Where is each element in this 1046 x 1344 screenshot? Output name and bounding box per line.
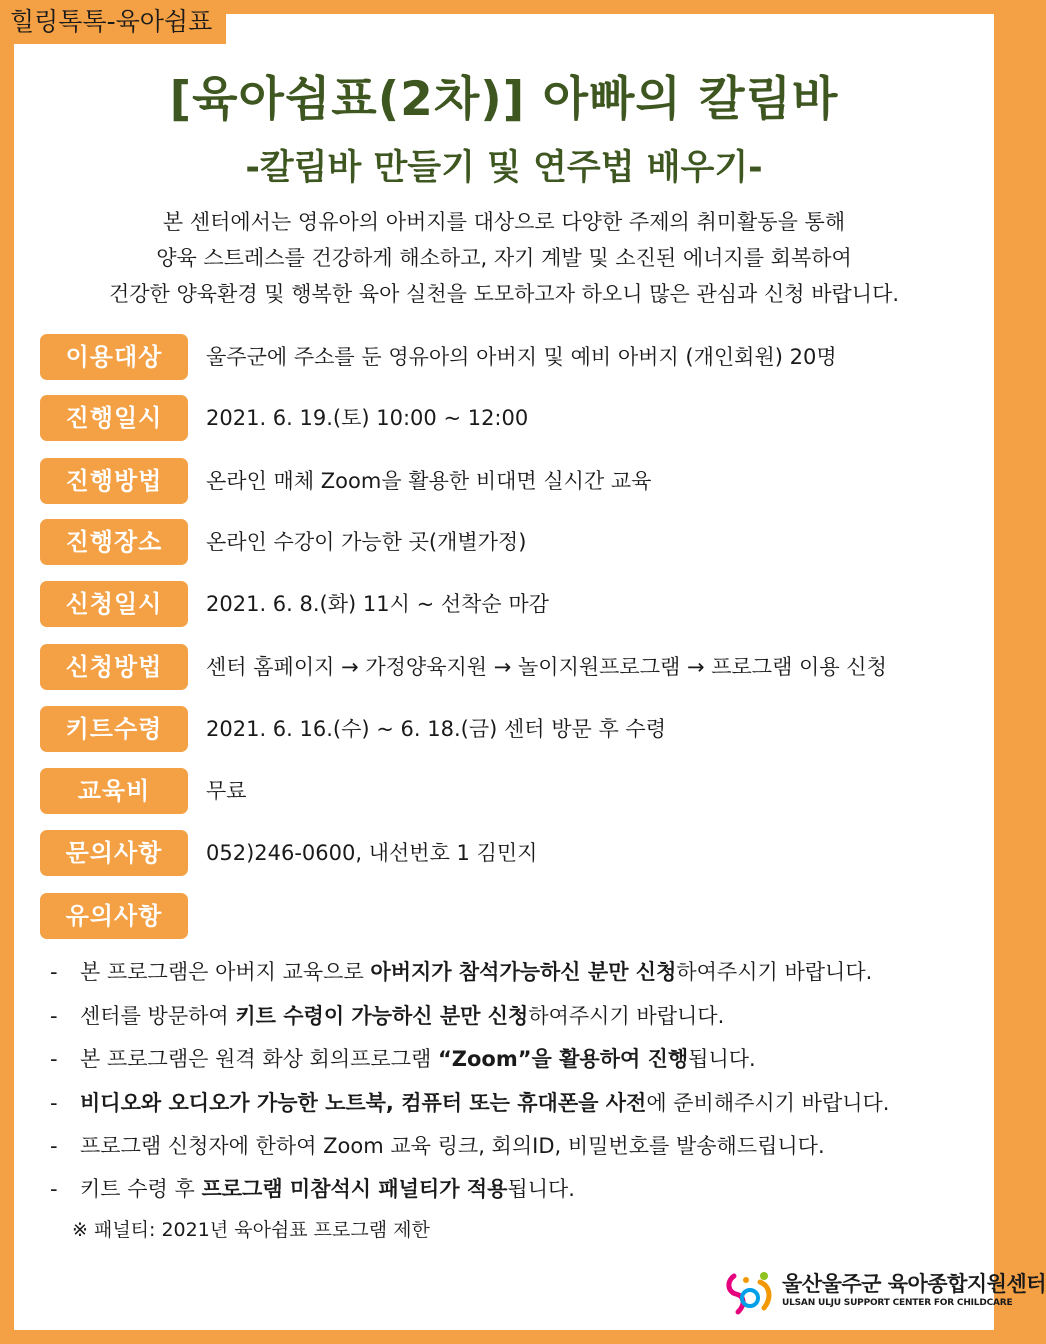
info-value: 2021. 6. 8.(화) 11시 ~ 선착순 마감 — [206, 592, 549, 616]
list-dash: - — [50, 960, 58, 984]
info-value: 052)246-0600, 내선번호 1 김민지 — [206, 841, 538, 865]
notice-item — [50, 1088, 980, 1118]
notice-text: 하여주시기 바랍니다. — [528, 1004, 725, 1028]
page-title: [육아쉼표(2차)] 아빠의 칼림바 — [169, 72, 839, 127]
notice-text: 본 프로그램은 아버지 교육으로 — [80, 960, 371, 984]
notice-emphasis: 비디오와 오디오가 가능한 노트북, 컴퓨터 또는 휴대폰을 사전 — [80, 1091, 647, 1115]
info-row-apply-date — [40, 581, 980, 629]
category-tag: 힐링톡톡-육아쉼표 — [0, 0, 226, 44]
center-logo-name: 울산울주군 육아종합지원센터 — [782, 1272, 1046, 1296]
notice-item — [50, 957, 980, 987]
list-dash: - — [50, 1047, 58, 1071]
info-label: 신청일시 — [40, 581, 188, 627]
notice-item — [50, 1174, 980, 1204]
info-label: 신청방법 — [40, 644, 188, 690]
list-dash: - — [50, 1004, 58, 1028]
info-label: 유의사항 — [40, 893, 188, 939]
list-dash: - — [50, 1134, 58, 1158]
notice-emphasis: 아버지가 참석가능하신 분만 신청 — [370, 960, 677, 984]
notice-text: 에 준비해주시기 바랍니다. — [646, 1091, 890, 1115]
info-row-notice — [40, 893, 980, 941]
notice-item — [50, 1044, 980, 1074]
info-value: 울주군에 주소를 둔 영유아의 아버지 및 예비 아버지 (개인회원) 20명 — [206, 345, 837, 369]
notice-text: 본 프로그램은 원격 화상 회의프로그램 — [80, 1047, 438, 1071]
info-row-contact — [40, 830, 980, 878]
info-row-place — [40, 519, 980, 567]
info-row-apply-method — [40, 644, 980, 692]
notice-text: 됩니다. — [507, 1177, 575, 1201]
notice-item — [50, 1001, 980, 1031]
notice-text: 하여주시기 바랍니다. — [676, 960, 873, 984]
info-row-method — [40, 458, 980, 506]
info-row-target — [40, 334, 980, 382]
notice-emphasis: 키트 수령이 가능하신 분만 신청 — [235, 1004, 529, 1028]
intro-line: 건강한 양육환경 및 행복한 육아 실천을 도모하고자 하오니 많은 관심과 신청 바랍니다. — [108, 282, 900, 306]
center-logo-subtitle: ULSAN ULJU SUPPORT CENTER FOR CHILDCARE — [782, 1298, 1013, 1308]
info-value: 센터 홈페이지 → 가정양육지원 → 놀이지원프로그램 → 프로그램 이용 신청 — [206, 655, 887, 679]
info-label: 이용대상 — [40, 334, 188, 380]
info-label: 진행일시 — [40, 395, 188, 441]
penalty-footnote: ※ 패널티: 2021년 육아쉼표 프로그램 제한 — [72, 1219, 430, 1241]
info-row-datetime — [40, 395, 980, 443]
info-label: 문의사항 — [40, 830, 188, 876]
notice-emphasis: “Zoom”을 활용하여 진행 — [437, 1047, 689, 1071]
notice-item — [50, 1131, 980, 1161]
info-value: 온라인 매체 Zoom을 활용한 비대면 실시간 교육 — [206, 469, 652, 493]
intro-paragraph — [0, 204, 1008, 312]
info-label: 키트수령 — [40, 706, 188, 752]
notice-text: 됩니다. — [688, 1047, 756, 1071]
intro-line: 본 센터에서는 영유아의 아버지를 대상으로 다양한 주제의 취미활동을 통해 — [162, 210, 846, 234]
info-value: 2021. 6. 19.(토) 10:00 ~ 12:00 — [206, 406, 529, 430]
list-dash: - — [50, 1091, 58, 1115]
notice-text: 키트 수령 후 — [80, 1177, 202, 1201]
info-value: 온라인 수강이 가능한 곳(개별가정) — [206, 530, 527, 554]
page-subtitle: -칼림바 만들기 및 연주법 배우기- — [245, 148, 763, 188]
info-row-kit — [40, 706, 980, 754]
notice-text: 센터를 방문하여 — [80, 1004, 236, 1028]
info-value: 무료 — [206, 779, 247, 803]
info-label: 진행방법 — [40, 458, 188, 504]
list-dash: - — [50, 1177, 58, 1201]
notice-emphasis: 프로그램 미참석시 패널티가 적용 — [201, 1177, 508, 1201]
center-logo — [724, 1266, 1046, 1322]
info-row-fee — [40, 768, 980, 816]
intro-line: 양육 스트레스를 건강하게 해소하고, 자기 계발 및 소진된 에너지를 회복하여 — [156, 246, 852, 270]
info-label: 진행장소 — [40, 519, 188, 565]
center-logo-icon — [724, 1268, 776, 1320]
info-value: 2021. 6. 16.(수) ~ 6. 18.(금) 센터 방문 후 수령 — [206, 717, 667, 741]
notice-text: 프로그램 신청자에 한하여 Zoom 교육 링크, 회의ID, 비밀번호를 발송해드립니다. — [80, 1134, 825, 1158]
info-label: 교육비 — [40, 768, 188, 814]
